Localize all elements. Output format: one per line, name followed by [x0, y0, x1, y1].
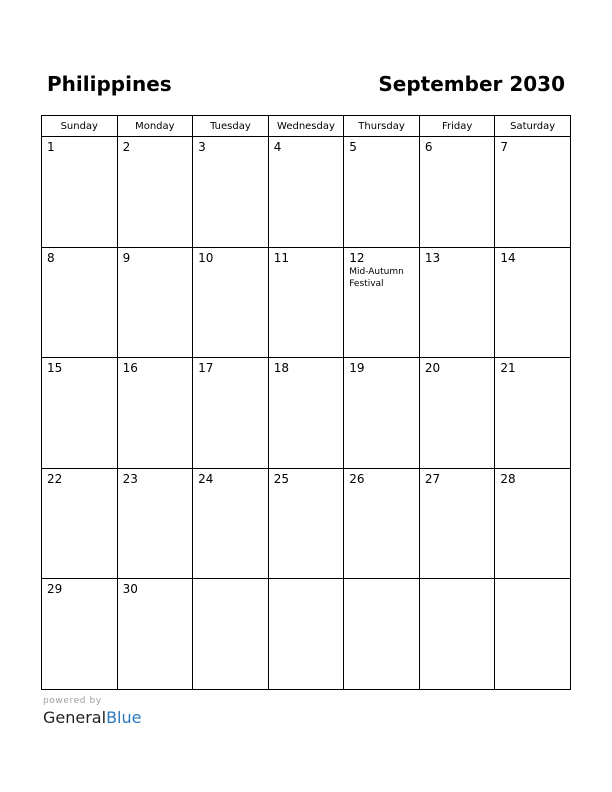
day-cell	[42, 137, 118, 248]
weekday-monday: Monday	[117, 116, 193, 137]
day-number: 14	[500, 250, 516, 265]
weekday-thursday: Thursday	[344, 116, 420, 137]
day-cell	[419, 137, 495, 248]
day-cell	[117, 137, 193, 248]
day-number: 8	[47, 250, 55, 265]
logo-text-blue: Blue	[106, 708, 142, 727]
day-number: 7	[500, 140, 509, 154]
day-cell	[117, 358, 193, 469]
day-cell	[42, 468, 118, 579]
weekday-saturday: Saturday	[495, 116, 571, 137]
day-number: 3	[198, 140, 206, 154]
weekday-header-row	[42, 116, 571, 137]
day-number: 11	[273, 250, 289, 265]
weekday-sunday: Sunday	[42, 116, 118, 137]
day-number: 6	[424, 140, 433, 154]
day-number: 29	[47, 582, 63, 597]
day-number: 15	[47, 361, 63, 376]
day-cell	[344, 468, 420, 579]
day-number: 5	[349, 140, 357, 154]
day-cell	[344, 358, 420, 469]
day-cell-holiday	[344, 247, 420, 358]
holiday-label: Mid-Autumn Festival	[349, 266, 404, 289]
day-cell	[495, 137, 571, 248]
day-number: 4	[273, 140, 282, 154]
day-number: 20	[424, 361, 441, 376]
week-row	[42, 247, 571, 358]
day-number: 23	[122, 471, 138, 486]
day-number: 17	[198, 361, 214, 376]
day-cell	[268, 468, 344, 579]
day-cell	[419, 247, 495, 358]
week-row	[42, 579, 571, 690]
day-number: 26	[349, 471, 365, 486]
weekday-wednesday: Wednesday	[268, 116, 344, 137]
day-number: 21	[500, 361, 516, 376]
day-cell	[117, 247, 193, 358]
day-cell-empty	[268, 579, 344, 690]
generalblue-logo	[43, 708, 141, 728]
day-number: 30	[122, 582, 138, 597]
day-cell	[268, 247, 344, 358]
day-number: 16	[122, 361, 138, 376]
day-cell	[193, 247, 269, 358]
powered-by-label: powered by	[43, 696, 102, 706]
day-cell	[117, 579, 193, 690]
weekday-friday: Friday	[419, 116, 495, 137]
brand-footer	[43, 696, 141, 728]
day-number: 22	[47, 471, 63, 486]
day-number: 13	[424, 250, 441, 265]
day-cell	[495, 358, 571, 469]
day-cell	[117, 468, 193, 579]
day-cell-empty	[419, 579, 495, 690]
day-cell-empty	[193, 579, 269, 690]
day-number: 12	[349, 250, 365, 265]
month-title: September 2030	[378, 72, 565, 96]
day-cell	[268, 137, 344, 248]
day-number: 27	[424, 471, 441, 486]
day-cell	[419, 468, 495, 579]
day-cell	[42, 247, 118, 358]
day-number: 18	[273, 361, 289, 376]
day-cell	[419, 358, 495, 469]
day-number: 9	[122, 250, 131, 265]
day-cell	[42, 579, 118, 690]
day-number: 25	[273, 471, 289, 486]
logo-text-general: General	[43, 708, 107, 727]
week-row	[42, 358, 571, 469]
day-cell	[193, 137, 269, 248]
week-row	[42, 137, 571, 248]
country-title: Philippines	[47, 72, 172, 96]
day-cell	[42, 358, 118, 469]
day-number: 19	[349, 361, 365, 376]
day-number: 24	[198, 471, 214, 486]
week-row	[42, 468, 571, 579]
day-number: 10	[198, 250, 214, 265]
day-cell	[193, 468, 269, 579]
day-number: 28	[500, 471, 516, 486]
day-cell-empty	[344, 579, 420, 690]
day-cell-empty	[495, 579, 571, 690]
day-cell	[344, 137, 420, 248]
day-number: 2	[122, 140, 131, 154]
day-cell	[495, 247, 571, 358]
calendar-grid	[41, 115, 571, 690]
day-number: 1	[47, 140, 55, 154]
day-cell	[495, 468, 571, 579]
weekday-tuesday: Tuesday	[193, 116, 269, 137]
day-cell	[268, 358, 344, 469]
day-cell	[193, 358, 269, 469]
